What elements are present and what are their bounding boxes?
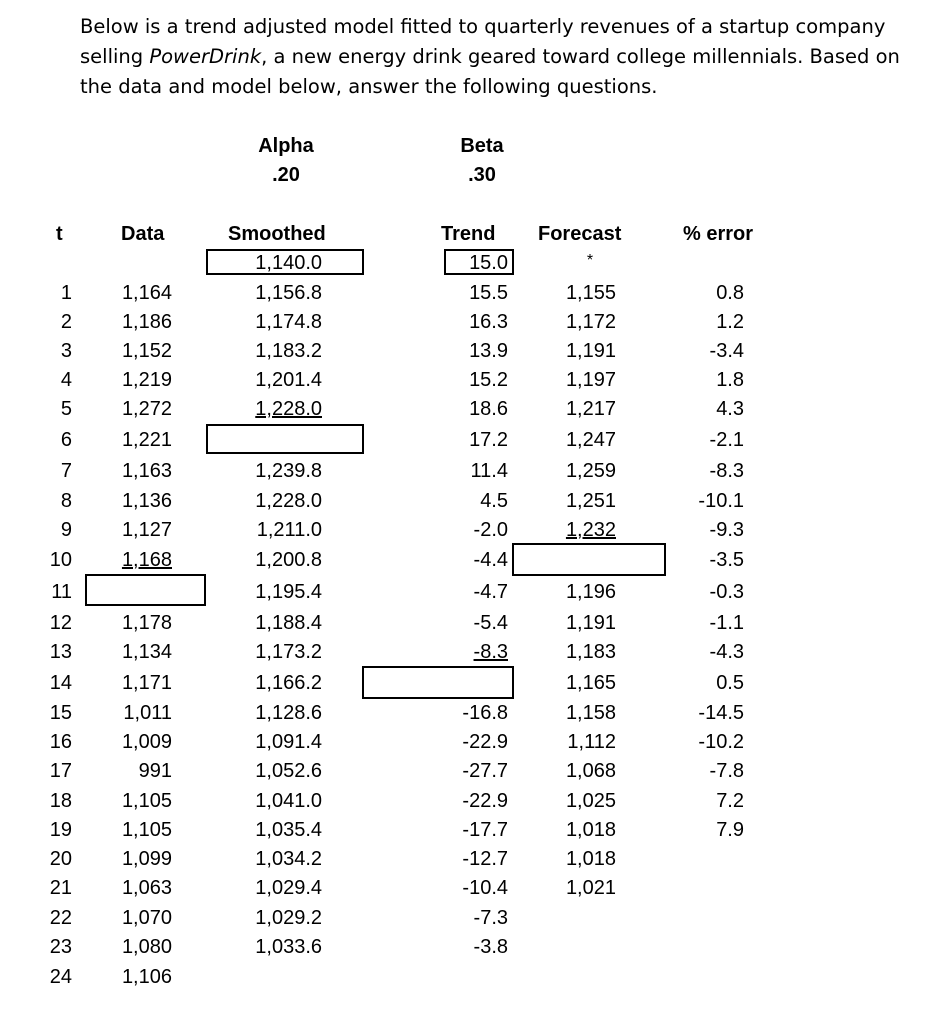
cell-smoothed-t5: 1,228.0 [255, 398, 322, 420]
cell-error-t14: 0.5 [716, 672, 744, 694]
cell-t-t16: 16 [49, 731, 72, 753]
alpha-value: .20 [272, 164, 300, 186]
cell-data-t5: 1,272 [121, 398, 172, 420]
cell-error-t10: -3.5 [709, 549, 744, 571]
cell-error-t1: 0.8 [716, 282, 744, 304]
cell-trend-t7: 11.4 [470, 460, 508, 482]
cell-t-t12: 12 [49, 612, 72, 634]
intro-text-part1: Below is a trend adjusted model fitted to quarterly revenues of a startup company selling [80, 15, 886, 68]
cell-data-t14: 1,171 [121, 672, 172, 694]
cell-smoothed-t15: 1,128.6 [255, 702, 322, 724]
cell-smoothed-t23: 1,033.6 [255, 936, 322, 958]
cell-t-t14: 14 [49, 672, 72, 694]
cell-trend-t21: -10.4 [462, 877, 508, 899]
cell-error-t19: 7.9 [716, 819, 744, 841]
cell-smoothed-t9: 1,211.0 [256, 519, 322, 541]
cell-data-t4: 1,219 [121, 369, 172, 391]
cell-t-t21: 21 [49, 877, 72, 899]
cell-forecast-t5: 1,217 [565, 398, 616, 420]
cell-data-t13: 1,134 [121, 641, 172, 663]
cell-forecast-t6: 1,247 [565, 429, 616, 451]
cell-trend-t1: 15.5 [469, 282, 508, 304]
beta-value: .30 [468, 164, 496, 186]
cell-trend-t5: 18.6 [469, 398, 508, 420]
initial-forecast: * [586, 252, 594, 269]
cell-data-t22: 1,070 [121, 907, 172, 929]
cell-t-t9: 9 [60, 519, 72, 541]
cell-trend-t18: -22.9 [462, 790, 508, 812]
cell-trend-t19: -17.7 [462, 819, 508, 841]
cell-forecast-t19: 1,018 [565, 819, 616, 841]
cell-data-t19: 1,105 [121, 819, 172, 841]
answer-box-trend-t14[interactable] [362, 666, 514, 699]
cell-forecast-t11: 1,196 [565, 581, 616, 603]
cell-data-t7: 1,163 [121, 460, 172, 482]
initial-smoothed: 1,140.0 [255, 252, 322, 274]
cell-smoothed-t18: 1,041.0 [255, 790, 322, 812]
cell-error-t7: -8.3 [709, 460, 744, 482]
header-t: t [56, 223, 63, 245]
cell-error-t18: 7.2 [716, 790, 744, 812]
cell-error-t15: -14.5 [698, 702, 744, 724]
cell-smoothed-t16: 1,091.4 [255, 731, 322, 753]
cell-smoothed-t21: 1,029.4 [255, 877, 322, 899]
cell-smoothed-t19: 1,035.4 [255, 819, 322, 841]
cell-forecast-t15: 1,158 [565, 702, 616, 724]
answer-box-data-t11[interactable] [85, 574, 206, 606]
cell-data-t6: 1,221 [121, 429, 172, 451]
cell-smoothed-t12: 1,188.4 [255, 612, 322, 634]
cell-trend-t15: -16.8 [462, 702, 508, 724]
cell-t-t11: 11 [51, 581, 72, 603]
cell-data-t20: 1,099 [121, 848, 172, 870]
cell-t-t19: 19 [49, 819, 72, 841]
cell-t-t3: 3 [60, 340, 72, 362]
cell-t-t1: 1 [60, 282, 72, 304]
cell-trend-t6: 17.2 [469, 429, 508, 451]
cell-forecast-t7: 1,259 [565, 460, 616, 482]
product-name: PowerDrink [149, 45, 262, 68]
cell-trend-t22: -7.3 [473, 907, 508, 929]
header-trend: Trend [441, 223, 496, 245]
cell-t-t20: 20 [49, 848, 72, 870]
cell-trend-t16: -22.9 [462, 731, 508, 753]
cell-forecast-t1: 1,155 [565, 282, 616, 304]
cell-data-t1: 1,164 [121, 282, 172, 304]
cell-trend-t11: -4.7 [473, 581, 508, 603]
cell-forecast-t18: 1,025 [565, 790, 616, 812]
cell-data-t2: 1,186 [121, 311, 172, 333]
cell-error-t6: -2.1 [709, 429, 744, 451]
cell-forecast-t16: 1,112 [567, 731, 616, 753]
cell-forecast-t9: 1,232 [565, 519, 616, 541]
cell-smoothed-t4: 1,201.4 [255, 369, 322, 391]
cell-t-t13: 13 [49, 641, 72, 663]
cell-forecast-t21: 1,021 [565, 877, 616, 899]
cell-error-t8: -10.1 [698, 490, 744, 512]
cell-data-t10: 1,168 [121, 549, 172, 571]
cell-forecast-t12: 1,191 [565, 612, 616, 634]
cell-t-t24: 24 [49, 966, 72, 988]
cell-forecast-t3: 1,191 [565, 340, 616, 362]
cell-data-t15: 1,011 [123, 702, 172, 724]
cell-smoothed-t14: 1,166.2 [255, 672, 322, 694]
cell-trend-t17: -27.7 [462, 760, 508, 782]
cell-error-t12: -1.1 [709, 612, 744, 634]
cell-smoothed-t3: 1,183.2 [255, 340, 322, 362]
cell-error-t16: -10.2 [698, 731, 744, 753]
answer-box-smoothed-t6[interactable] [206, 424, 364, 454]
alpha-label: Alpha [258, 135, 314, 157]
cell-t-t10: 10 [49, 549, 72, 571]
cell-forecast-t17: 1,068 [565, 760, 616, 782]
beta-label: Beta [460, 135, 504, 157]
cell-t-t17: 17 [49, 760, 72, 782]
cell-error-t5: 4.3 [716, 398, 744, 420]
cell-trend-t10: -4.4 [473, 549, 508, 571]
cell-smoothed-t11: 1,195.4 [255, 581, 322, 603]
answer-box-forecast-t10[interactable] [512, 543, 666, 576]
cell-data-t8: 1,136 [121, 490, 172, 512]
header-data: Data [121, 223, 165, 245]
header-error: % error [683, 223, 754, 245]
cell-smoothed-t10: 1,200.8 [255, 549, 322, 571]
cell-data-t18: 1,105 [121, 790, 172, 812]
cell-t-t22: 22 [49, 907, 72, 929]
cell-trend-t12: -5.4 [473, 612, 508, 634]
cell-data-t24: 1,106 [121, 966, 172, 988]
cell-t-t2: 2 [60, 311, 72, 333]
cell-trend-t2: 16.3 [469, 311, 508, 333]
cell-trend-t8: 4.5 [480, 490, 508, 512]
initial-trend: 15.0 [469, 252, 508, 274]
cell-trend-t13: -8.3 [473, 641, 508, 663]
cell-error-t17: -7.8 [709, 760, 744, 782]
header-forecast: Forecast [538, 223, 622, 245]
cell-smoothed-t2: 1,174.8 [255, 311, 322, 333]
cell-data-t12: 1,178 [121, 612, 172, 634]
cell-error-t9: -9.3 [709, 519, 744, 541]
cell-smoothed-t1: 1,156.8 [255, 282, 322, 304]
cell-trend-t4: 15.2 [469, 369, 508, 391]
cell-forecast-t8: 1,251 [565, 490, 616, 512]
cell-forecast-t4: 1,197 [565, 369, 616, 391]
intro-text-part2: , a new energy drink geared toward college millennials. Based on the data and model below, answer the following questions. [80, 45, 900, 98]
cell-t-t15: 15 [49, 702, 72, 724]
cell-smoothed-t13: 1,173.2 [255, 641, 322, 663]
cell-smoothed-t17: 1,052.6 [255, 760, 322, 782]
cell-t-t4: 4 [60, 369, 72, 391]
cell-smoothed-t20: 1,034.2 [255, 848, 322, 870]
cell-trend-t3: 13.9 [469, 340, 508, 362]
cell-error-t2: 1.2 [716, 311, 744, 333]
cell-forecast-t20: 1,018 [565, 848, 616, 870]
cell-forecast-t14: 1,165 [565, 672, 616, 694]
cell-t-t8: 8 [60, 490, 72, 512]
cell-trend-t20: -12.7 [462, 848, 508, 870]
cell-t-t5: 5 [60, 398, 72, 420]
cell-t-t7: 7 [60, 460, 72, 482]
cell-data-t23: 1,080 [121, 936, 172, 958]
cell-data-t21: 1,063 [121, 877, 172, 899]
cell-t-t6: 6 [60, 429, 72, 451]
cell-error-t11: -0.3 [709, 581, 744, 603]
cell-t-t23: 23 [49, 936, 72, 958]
cell-error-t3: -3.4 [709, 340, 744, 362]
cell-data-t17: 991 [138, 760, 172, 782]
cell-data-t9: 1,127 [121, 519, 172, 541]
cell-smoothed-t22: 1,029.2 [255, 907, 322, 929]
cell-trend-t9: -2.0 [473, 519, 508, 541]
cell-smoothed-t7: 1,239.8 [255, 460, 322, 482]
cell-forecast-t2: 1,172 [565, 311, 616, 333]
cell-data-t16: 1,009 [121, 731, 172, 753]
cell-forecast-t13: 1,183 [565, 641, 616, 663]
cell-error-t13: -4.3 [709, 641, 744, 663]
header-smoothed: Smoothed [228, 223, 326, 245]
cell-t-t18: 18 [49, 790, 72, 812]
cell-trend-t23: -3.8 [473, 936, 508, 958]
cell-data-t3: 1,152 [121, 340, 172, 362]
cell-error-t4: 1.8 [716, 369, 744, 391]
cell-smoothed-t8: 1,228.0 [255, 490, 322, 512]
problem-statement [80, 12, 920, 102]
